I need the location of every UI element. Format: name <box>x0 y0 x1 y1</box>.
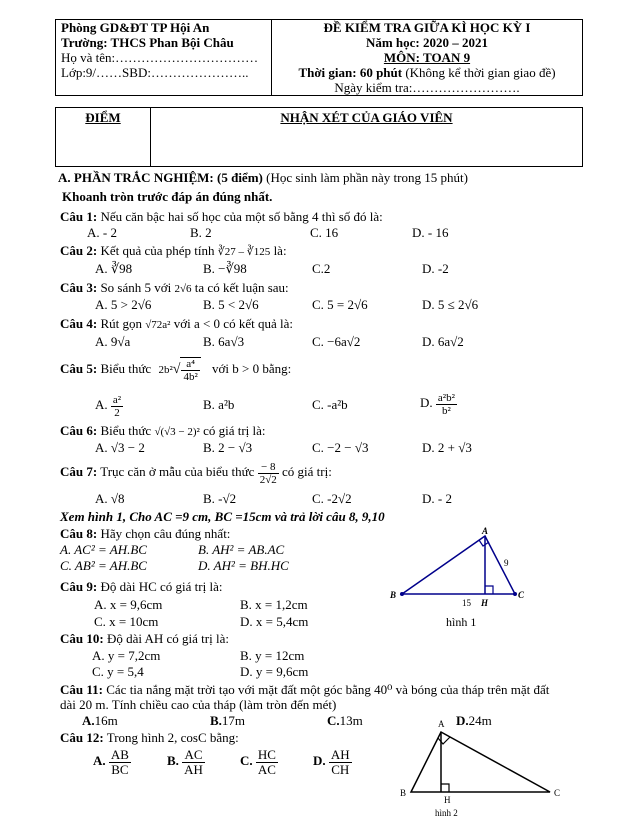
question-5-label: Câu 5: <box>60 361 98 376</box>
q3-option-d[interactable]: D. 5 ≤ 2√6 <box>422 297 479 312</box>
time-note: (Không kể thời gian giao đề) <box>405 65 556 80</box>
header-table <box>55 19 583 96</box>
q5-option-d-label: D. <box>420 395 433 410</box>
q7-option-d[interactable]: D. - 2 <box>422 491 452 506</box>
q11-option-a[interactable] <box>82 714 118 728</box>
question-4 <box>60 317 293 332</box>
q5-option-a-fraction <box>111 394 123 419</box>
question-7-num: − 8 <box>258 461 279 474</box>
figure-2-label-c: C <box>554 788 561 798</box>
question-12-label: Câu 12: <box>60 730 104 745</box>
q11-option-c[interactable] <box>327 714 363 728</box>
figure-2-right-angle-a <box>438 737 450 744</box>
figure-1-right-angle-h <box>485 586 493 594</box>
question-6-expression: √(√3 − 2)² <box>154 426 200 438</box>
student-name-line: Họ và tên:…………………………… <box>61 50 259 65</box>
school-year: Năm học: 2020 – 2021 <box>365 35 489 50</box>
question-5-fraction <box>180 357 200 383</box>
q2-option-d[interactable]: D. -2 <box>422 261 449 276</box>
q10-option-b[interactable]: B. y = 12cm <box>240 648 305 663</box>
q12-option-c-den: AC <box>257 761 276 777</box>
figure-1-label-a: A <box>482 526 489 536</box>
q12-option-b-den: AH <box>184 761 203 777</box>
question-3-text-post: ta có kết luận sau: <box>194 280 289 295</box>
q1-option-c[interactable]: C. 16 <box>310 225 339 240</box>
q12-option-d-fraction <box>329 748 352 777</box>
q7-option-b[interactable]: B. -√2 <box>203 491 237 506</box>
q12-option-d[interactable] <box>313 746 352 777</box>
question-6-label: Câu 6: <box>60 423 98 438</box>
figure-1-triangle <box>402 536 515 594</box>
section-a-note: (Học sinh làm phần này trong 15 phút) <box>266 170 468 185</box>
question-7-label: Câu 7: <box>60 464 98 479</box>
q2-option-a[interactable]: A. ∛98 <box>95 261 133 276</box>
question-7-den: 2√2 <box>259 473 277 486</box>
q7-option-c[interactable]: C. -2√2 <box>312 491 352 506</box>
question-7-text-post: có giá trị: <box>282 464 332 479</box>
figure-2-right-angle-h <box>441 784 449 792</box>
question-2-label: Câu 2: <box>60 243 98 258</box>
figure-2-label-h: H <box>444 795 451 805</box>
q1-option-a[interactable]: A. - 2 <box>87 225 117 240</box>
q5-option-a-den: 2 <box>114 406 120 419</box>
exam-date: Ngày kiểm tra:……………………. <box>334 80 520 95</box>
q5-option-d[interactable] <box>420 390 457 417</box>
q11-option-c-text: 13m <box>339 713 363 728</box>
question-8 <box>60 527 230 541</box>
question-3-label: Câu 3: <box>60 280 98 295</box>
q12-option-a-den: BC <box>111 761 129 777</box>
figure-1-side-bc: 15 <box>462 598 471 608</box>
q5-option-d-num: a²b² <box>437 391 455 404</box>
q12-option-a-label: A. <box>93 753 106 768</box>
figure-2 <box>395 716 570 828</box>
figure-2-label-a: A <box>438 719 445 729</box>
school-name: Trường: THCS Phan Bội Châu <box>61 35 234 50</box>
q11-option-b-text: 17m <box>221 713 246 728</box>
figure-1-point-c <box>513 592 517 596</box>
q8-option-d[interactable]: D. AH² = BH.HC <box>198 558 289 573</box>
q12-option-c-fraction <box>256 748 278 777</box>
question-2-text-post: là: <box>273 243 287 258</box>
q6-option-d[interactable]: D. 2 + √3 <box>422 440 472 455</box>
question-5-text-post: với b > 0 bằng: <box>212 361 292 376</box>
q4-option-a[interactable]: A. 9√a <box>95 334 131 349</box>
question-9 <box>60 580 222 594</box>
q9-option-b[interactable]: B. x = 1,2cm <box>240 597 308 612</box>
q12-option-d-label: D. <box>313 753 326 768</box>
q6-option-b[interactable]: B. 2 − √3 <box>203 440 253 455</box>
q11-option-a-text: 16m <box>94 713 118 728</box>
question-9-label: Câu 9: <box>60 579 98 594</box>
q5-option-c[interactable]: C. -a²b <box>312 397 348 412</box>
question-3-text: So sánh 5 với <box>100 280 172 295</box>
question-2-text: Kết quả của phép tính <box>100 243 215 258</box>
time-line <box>277 65 577 80</box>
q12-option-b-fraction <box>182 748 205 777</box>
dept-name: Phòng GD&ĐT TP Hội An <box>61 20 210 35</box>
q12-option-d-num: AH <box>330 746 350 762</box>
figure-1-side-ac: 9 <box>504 558 509 568</box>
question-9-text: Độ dài HC có giá trị là: <box>100 579 223 594</box>
question-10-text: Độ dài AH có giá trị là: <box>106 631 229 646</box>
question-11-label: Câu 11: <box>60 682 103 697</box>
q12-option-d-den: CH <box>331 761 350 777</box>
q11-option-d-text: 24m <box>468 713 492 728</box>
figure-1 <box>380 522 540 632</box>
q10-option-d[interactable]: D. y = 9,6cm <box>240 664 309 679</box>
question-4-text: Rút gọn <box>100 316 142 331</box>
q12-option-b[interactable] <box>167 746 205 777</box>
question-4-expression: √72a² <box>145 319 171 331</box>
q12-option-c-label: C. <box>240 753 253 768</box>
score-table <box>55 107 583 167</box>
q5-option-d-den: b² <box>441 404 451 417</box>
q4-option-d[interactable]: D. 6a√2 <box>422 334 464 349</box>
q2-option-c[interactable]: C.2 <box>312 261 331 276</box>
section-a-instruction: Khoanh tròn trước đáp án đúng nhất. <box>62 189 273 204</box>
q2-option-b[interactable]: B. −∛98 <box>203 261 247 276</box>
header-right <box>272 20 583 96</box>
figure-1-label-h: H <box>481 598 489 608</box>
q3-option-b[interactable]: B. 5 < 2√6 <box>203 297 259 312</box>
section-a-title: A. PHẦN TRẮC NGHIỆM: (5 điểm) <box>58 170 263 185</box>
question-1-text: Nếu căn bậc hai số học của một số bằng 4 thì số đó là: <box>100 209 383 224</box>
question-7-fraction <box>258 461 279 486</box>
subject: MÔN: TOAN 9 <box>383 50 471 65</box>
q11-option-d-label: D. <box>456 713 469 728</box>
q5-option-a[interactable] <box>95 392 123 419</box>
q8-option-a[interactable]: A. AC² = AH.BC <box>60 542 147 557</box>
q4-option-b[interactable]: B. 6a√3 <box>203 334 245 349</box>
q10-option-a[interactable]: A. y = 7,2cm <box>92 648 161 663</box>
question-4-text-post: với a < 0 có kết quả là: <box>173 316 293 331</box>
question-12 <box>60 731 239 745</box>
q5-option-a-num: a² <box>112 393 122 406</box>
figure-1-label-c: C <box>518 590 525 600</box>
question-11-text-2: dài 20 m. Tính chiều cao của tháp (làm tròn đến mét) <box>60 697 337 712</box>
q1-option-d[interactable]: D. - 16 <box>412 225 449 240</box>
header-left <box>56 20 272 96</box>
q9-option-d[interactable]: D. x = 5,4cm <box>240 614 309 629</box>
question-5-coef: 2b² <box>158 364 173 376</box>
q10-option-c[interactable]: C. y = 5,4 <box>92 664 144 679</box>
question-11-text: Các tia nắng mặt trời tạo với mặt đất một góc bằng 40⁰ và bóng của tháp trên mặt đất <box>106 682 550 697</box>
figure-2-caption: hình 2 <box>435 808 458 818</box>
q5-option-a-label: A. <box>95 397 108 412</box>
figure-2-triangle <box>411 732 550 792</box>
q11-option-a-label: A. <box>82 713 95 728</box>
question-5-text: Biểu thức <box>100 361 152 376</box>
question-5-den: 4b² <box>183 371 198 384</box>
question-12-text: Trong hình 2, cosC bằng: <box>106 730 239 745</box>
question-7-text: Trục căn ở mẫu của biểu thức <box>100 464 255 479</box>
q6-option-a[interactable]: A. √3 − 2 <box>95 440 145 455</box>
q12-option-a-fraction <box>109 748 131 777</box>
section-a-heading <box>58 171 468 185</box>
q6-option-c[interactable]: C. −2 − √3 <box>312 440 369 455</box>
question-3-expression: 2√6 <box>174 283 192 295</box>
q4-option-c[interactable]: C. −6a√2 <box>312 334 361 349</box>
q12-option-a[interactable] <box>93 746 131 777</box>
question-8-text: Hãy chọn câu đúng nhất: <box>100 526 231 541</box>
q12-option-a-num: AB <box>110 746 129 762</box>
time-limit: Thời gian: 60 phút <box>298 65 403 80</box>
q12-option-b-num: AC <box>182 748 205 763</box>
q9-option-c[interactable]: C. x = 10cm <box>94 614 159 629</box>
question-2 <box>60 244 287 259</box>
figure-1-note: Xem hình 1, Cho AC =9 cm, BC =15cm và trả lời câu 8, 9,10 <box>60 509 385 524</box>
q11-option-b-label: B. <box>210 713 222 728</box>
q5-option-d-fraction <box>436 392 457 417</box>
q3-option-a[interactable]: A. 5 > 2√6 <box>95 297 152 312</box>
question-4-label: Câu 4: <box>60 316 98 331</box>
question-3 <box>60 281 289 296</box>
question-1-label: Câu 1: <box>60 209 98 224</box>
q12-option-b-label: B. <box>167 753 179 768</box>
q1-option-b[interactable]: B. 2 <box>190 225 212 240</box>
q12-option-c-num: HC <box>257 746 276 762</box>
figure-1-point-b <box>400 592 404 596</box>
question-1 <box>60 210 383 224</box>
q3-option-c[interactable]: C. 5 = 2√6 <box>312 297 368 312</box>
q8-option-c[interactable]: C. AB² = AH.BC <box>60 558 147 573</box>
figure-1-label-b: B <box>390 590 397 600</box>
question-6-text: Biểu thức <box>100 423 152 438</box>
q7-option-a[interactable]: A. √8 <box>95 491 125 506</box>
exam-title: ĐỀ KIỂM TRA GIỮA KÌ HỌC KỲ I <box>323 20 531 35</box>
q11-option-b[interactable] <box>210 714 245 728</box>
question-5: Câu 5: Biểu thức 2b²√ $\frac{\text{a⁴}}{\text{4b²}}$ với b > 0 bằng: <box>60 358 292 384</box>
q12-option-c[interactable] <box>240 746 278 777</box>
question-2-expression: ∛27 – ∛125 <box>217 246 271 258</box>
q8-option-b[interactable]: B. AH² = AB.AC <box>198 542 285 557</box>
question-8-label: Câu 8: <box>60 526 98 541</box>
q9-option-a[interactable]: A. x = 9,6cm <box>94 597 163 612</box>
question-10-label: Câu 10: <box>60 631 104 646</box>
question-6-text-post: có giá trị là: <box>203 423 266 438</box>
q5-option-b[interactable]: B. a²b <box>203 397 235 412</box>
question-7 <box>60 458 332 486</box>
figure-2-label-b: B <box>400 788 407 798</box>
score-header: ĐIỂM <box>85 110 121 125</box>
teacher-comment-header: NHẬN XÉT CỦA GIÁO VIÊN <box>280 110 453 125</box>
q11-option-c-label: C. <box>327 713 340 728</box>
question-11 <box>60 683 549 697</box>
question-6 <box>60 424 266 439</box>
question-10 <box>60 632 229 646</box>
class-line: Lớp:9/……SBD:………………….. <box>61 65 249 80</box>
figure-1-caption: hình 1 <box>446 615 477 629</box>
question-5-num: a⁴ <box>181 358 199 371</box>
